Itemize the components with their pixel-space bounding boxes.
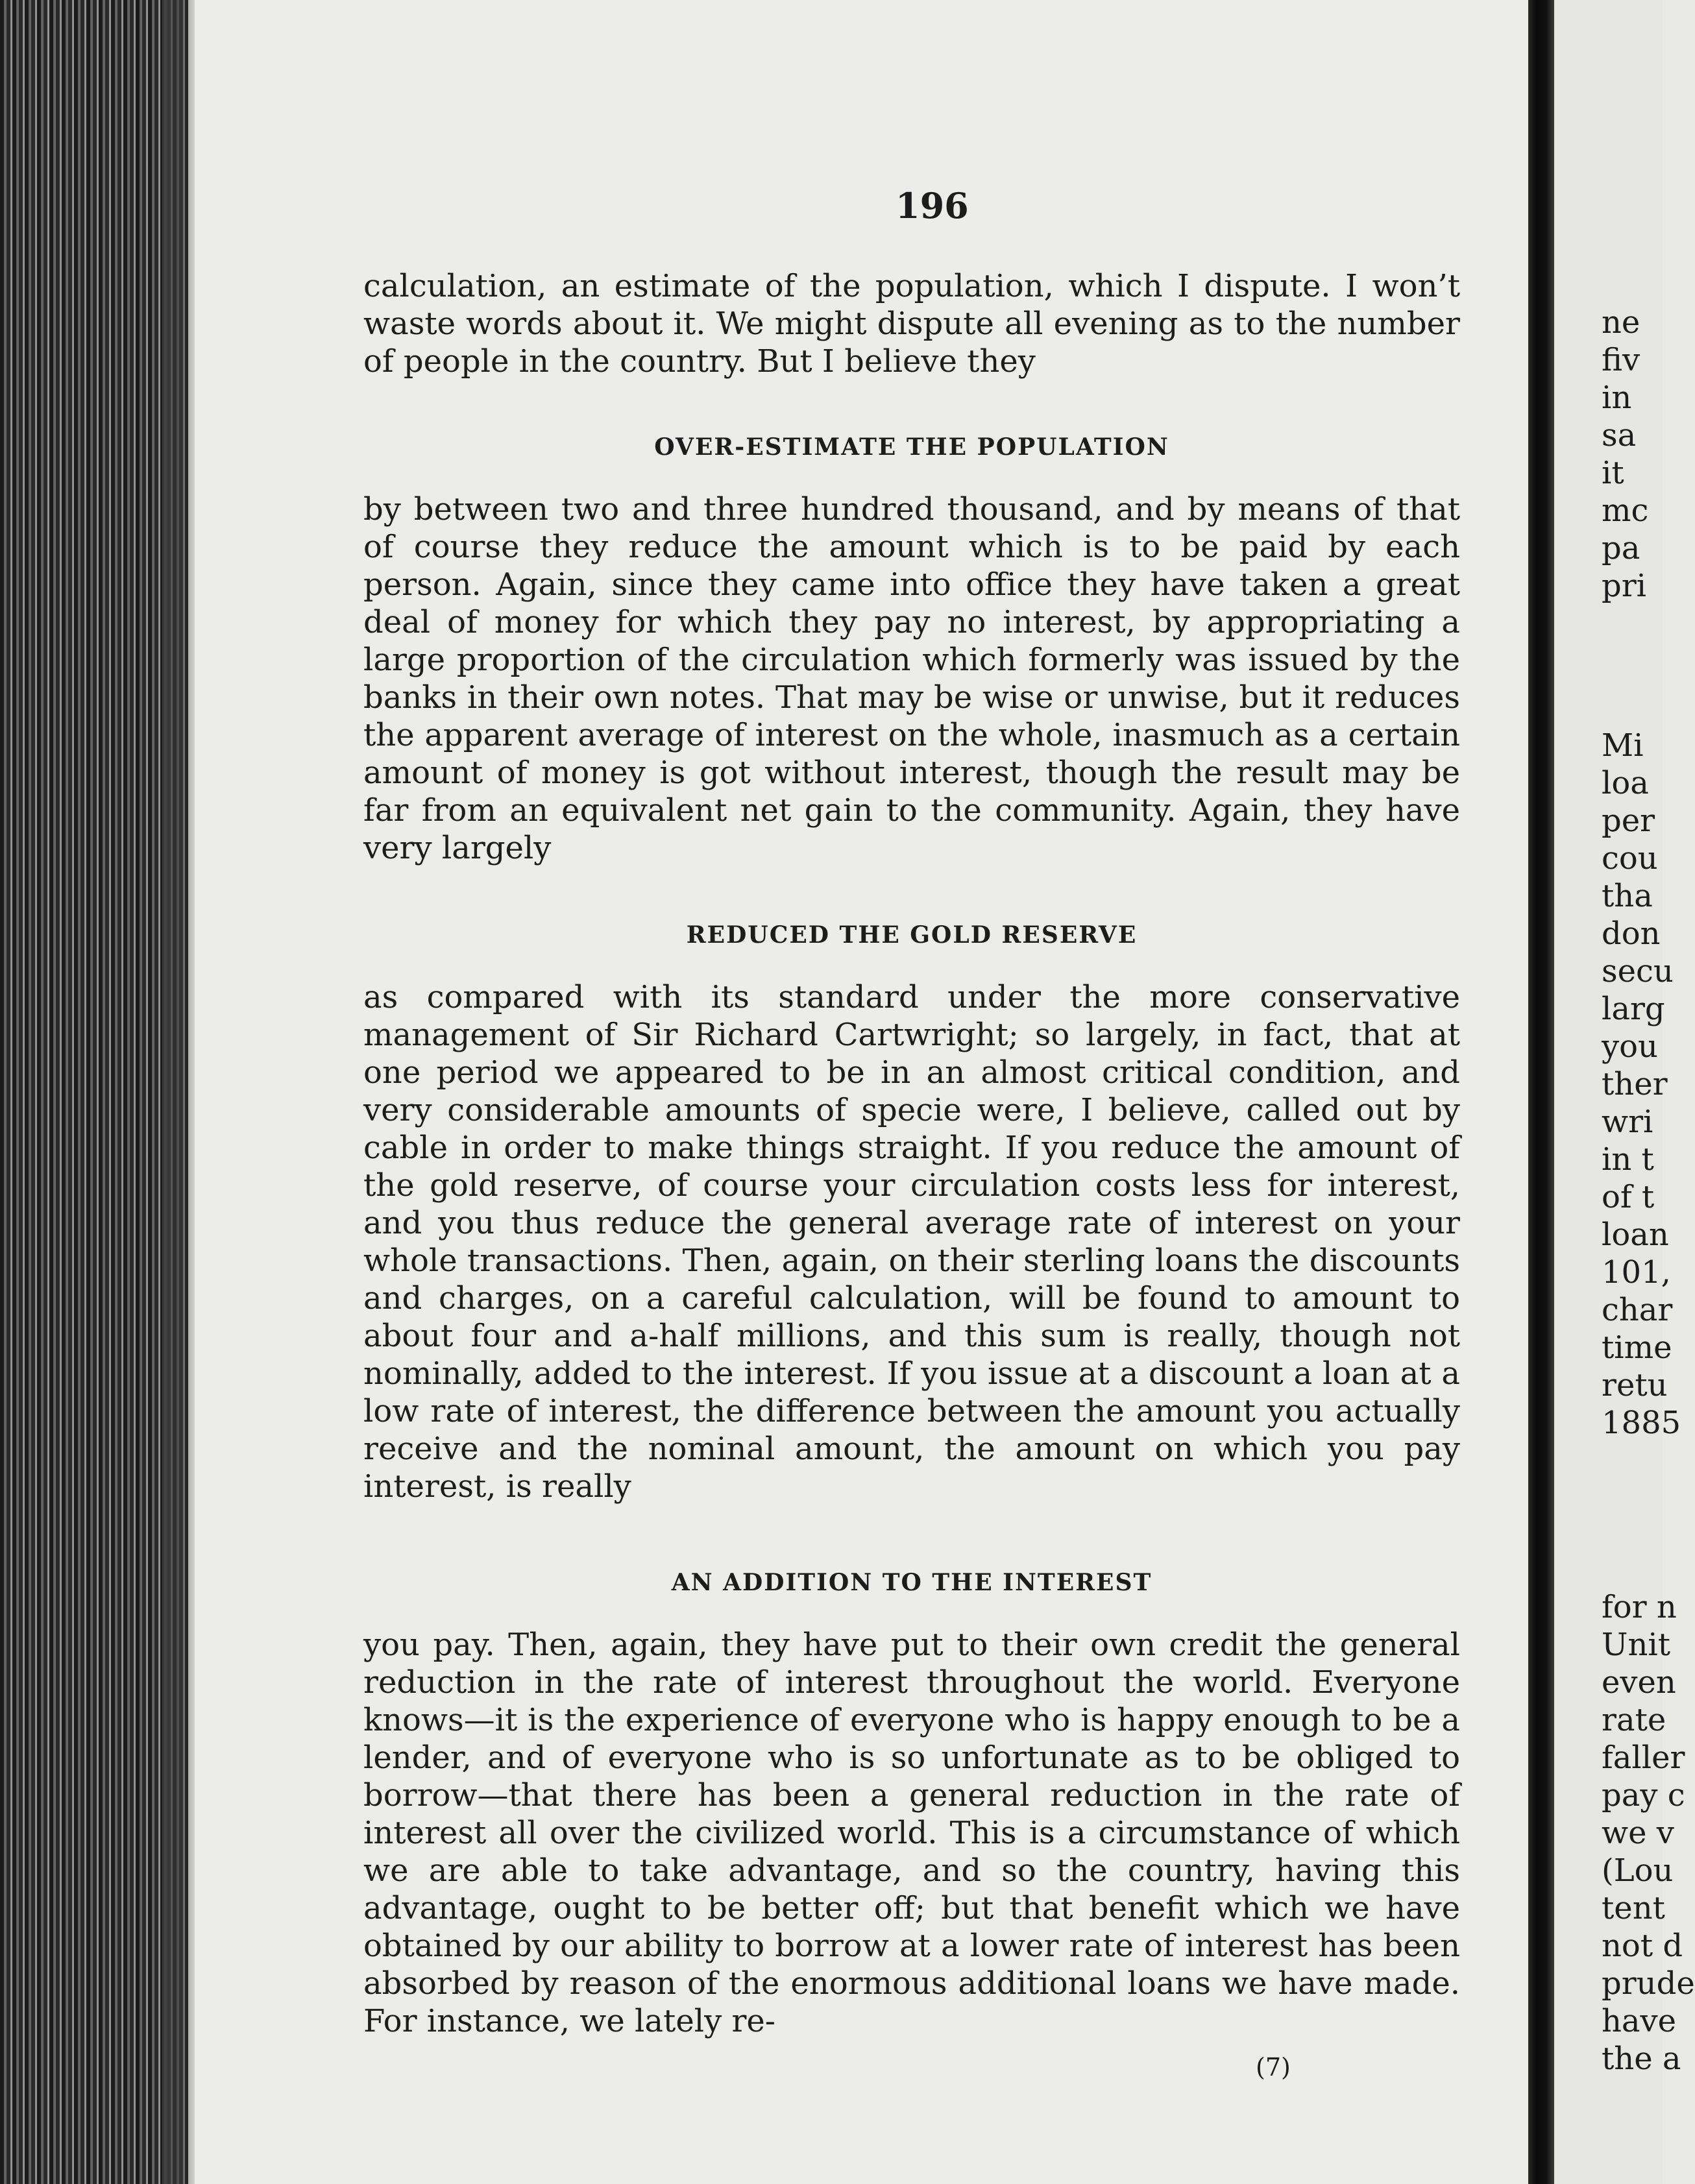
signature-mark: (7) [1256, 2053, 1291, 2081]
facing-line: char [1602, 1292, 1673, 1328]
facing-line: ther [1602, 1066, 1668, 1102]
facing-line: sa [1602, 417, 1637, 454]
facing-line: time [1602, 1329, 1672, 1366]
facing-line: cou [1602, 840, 1658, 877]
facing-line: ne [1602, 304, 1640, 341]
facing-line: fiv [1602, 342, 1640, 378]
facing-line: (Lou [1602, 1852, 1674, 1889]
facing-line: Mi [1602, 727, 1644, 764]
facing-line: secu [1602, 953, 1674, 989]
book-spine-edge [0, 0, 188, 2184]
facing-line: larg [1602, 991, 1665, 1027]
facing-line: tha [1602, 878, 1653, 914]
section-heading-reduced-gold-reserve: REDUCED THE GOLD RESERVE [686, 921, 1138, 949]
facing-line: mc [1602, 492, 1649, 529]
facing-line: it [1602, 455, 1624, 491]
facing-line: rate [1602, 1702, 1666, 1738]
facing-line: even [1602, 1664, 1676, 1701]
facing-line: loa [1602, 765, 1649, 801]
paragraph-3: as compared with its standard under the more conservative management of Sir Richard Cartwright; so largely, in fact, that at one period we appeared to be in an almost critical condition, and very considerable amounts of specie were, I believe, called out by cable in order to make things straight. If you reduce the amount of the gold reserve, of course your circulation costs less for interest, and you thus reduce the general average rate of interest on your whole transactions. Then, again, on their sterling loans the discounts and charges, on a careful calculation, will be found to amount to about four and a-half millions, and this sum is really, though not nominally, added to the interest. If you issue at a discount a loan at a low rate of interest, the difference between the amount you actually receive and the nominal amount, the amount on which you pay interest, is really [363, 979, 1460, 1505]
paragraph-2: by between two and three hundred thousand, and by means of that of course they reduce the amount which is to be paid by each person. Again, since they came into office they have taken a great deal of money for which they pay no interest, by appropriating a large proportion of the circulation which formerly was issued by the banks in their own notes. That may be wise or unwise, but it reduces the apparent average of interest on the whole, inasmuch as a certain amount of money is got without interest, though the result may be far from an equivalent net gain to the community. Again, they have very largely [363, 491, 1460, 866]
facing-line: for n [1602, 1589, 1677, 1625]
book-gutter [1528, 0, 1554, 2184]
facing-line: wri [1602, 1104, 1653, 1140]
facing-line: retu [1602, 1367, 1668, 1403]
facing-page-fragment-1 [1602, 304, 1648, 605]
section-heading-addition-to-interest: AN ADDITION TO THE INTEREST [671, 1569, 1152, 1596]
facing-line: we v [1602, 1815, 1674, 1851]
facing-line: Unit [1602, 1627, 1671, 1663]
facing-line: pri [1602, 568, 1647, 604]
facing-line: have [1602, 2003, 1677, 2039]
section-heading-overestimate-population: OVER-ESTIMATE THE POPULATION [654, 433, 1169, 461]
facing-line: prude [1602, 1965, 1695, 2002]
facing-line: faller [1602, 1740, 1685, 1776]
facing-line: loan [1602, 1217, 1669, 1253]
paragraph-4: you pay. Then, again, they have put to their own credit the general reduction in the rate of interest throughout the world. Everyone knows—it is the experience of everyone who is happy enough to be a lender, and of everyone who is so unfortunate as to be obliged to borrow—that there has been a general reduction in the rate of interest all over the civilized world. This is a circumstance of which we are able to take advantage, and so the country, having this advantage, ought to be better off; but that benefit which we have obtained by our ability to borrow at a lower rate of interest has been absorbed by reason of the enormous additional loans we have made. For instance, we lately re- [363, 1627, 1460, 2039]
facing-line: of t [1602, 1179, 1655, 1215]
facing-line: pa [1602, 530, 1640, 566]
facing-line: per [1602, 803, 1655, 839]
facing-line: 101, [1602, 1254, 1671, 1291]
facing-line: in [1602, 380, 1632, 416]
facing-line: 1885 [1602, 1405, 1681, 1441]
facing-line: not d [1602, 1928, 1683, 1964]
facing-line: pay c [1602, 1777, 1685, 1814]
facing-line: the a [1602, 2041, 1681, 2077]
facing-page-fragment-3 [1602, 1588, 1695, 2078]
facing-line: you [1602, 1028, 1658, 1065]
page-number: 196 [896, 185, 969, 226]
paragraph-1: calculation, an estimate of the population, which I dispute. I won’t waste words about it. We might dispute all evening as to the number of people in the country. But I believe they [363, 268, 1460, 380]
facing-page-fragment-2 [1602, 727, 1681, 1442]
facing-line: don [1602, 916, 1661, 952]
facing-line: tent [1602, 1890, 1665, 1926]
facing-line: in t [1602, 1141, 1654, 1178]
